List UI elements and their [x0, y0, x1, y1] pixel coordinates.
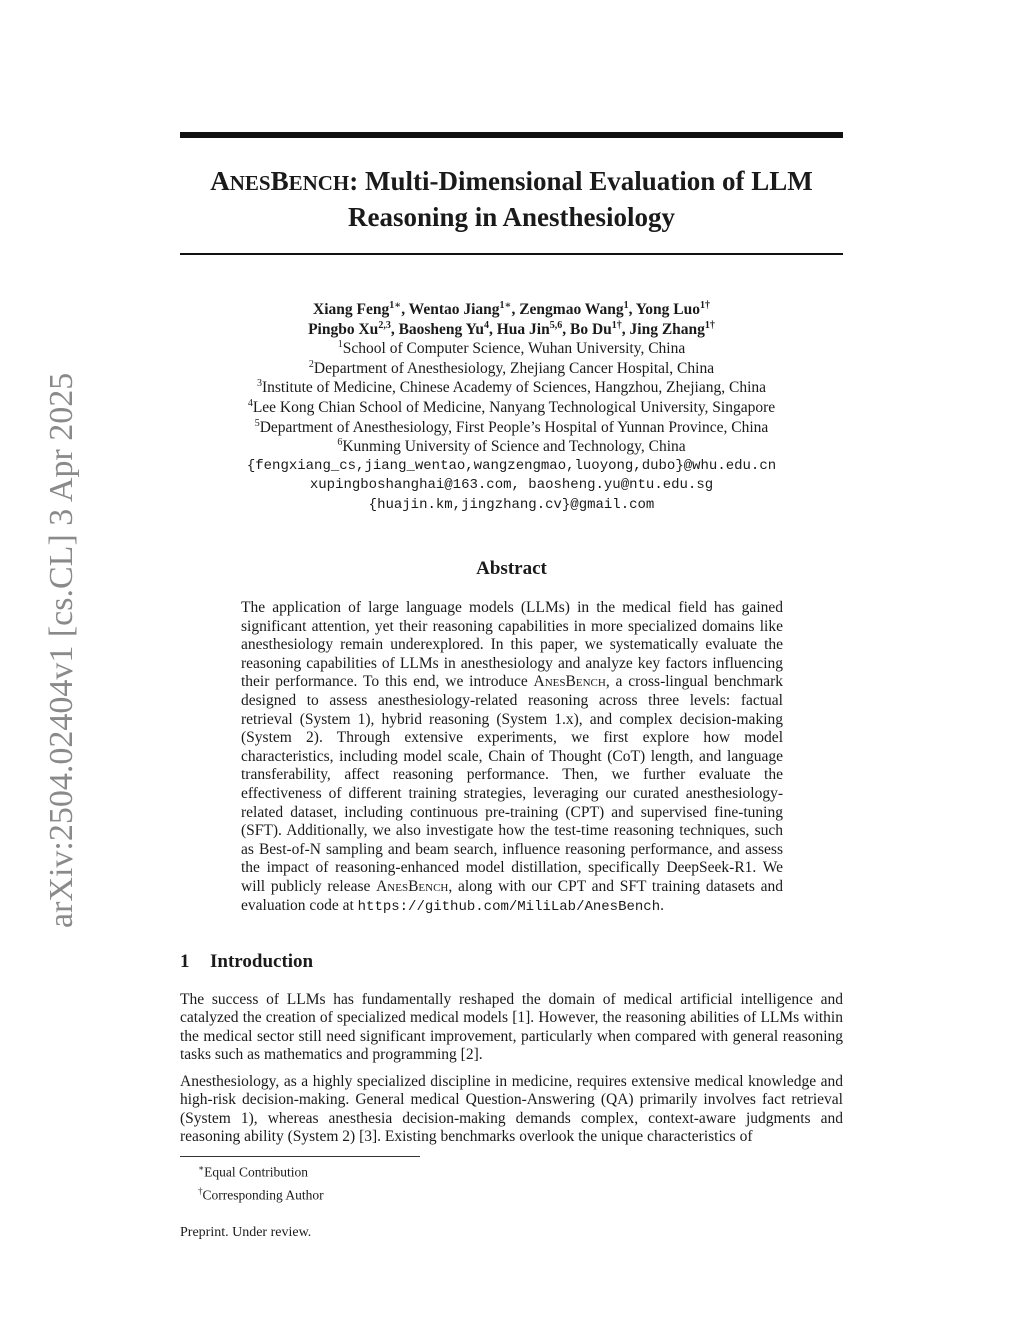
- footnote-equal-contribution: ∗Equal Contribution: [198, 1163, 308, 1180]
- abstract-heading: Abstract: [476, 558, 547, 579]
- intro-paragraph-2: Anesthesiology, as a highly specialized discipline in medicine, requires extensive medical knowledge and high-risk decision-making. General medical Question-Answering (QA) primarily involves fact retrieval (System 1), whereas anesthesia decision-making demands complex, context-aware judgments and reasoning ability (System 2) [3]. Existing benchmarks overlook the unique characteristics of: [180, 1073, 843, 1146]
- github-link[interactable]: https://github.com/MiliLab/AnesBench: [357, 898, 661, 915]
- email-line: {huajin.km,jingzhang.cv}@gmail.com: [368, 496, 655, 513]
- author-line-2: Pingbo Xu$^{2,3}$, Baosheng Yu$^4$, Hua Jin$^{5,6}$, Bo $Du^{1\dagger}$, Jing Zhang$^{1\dagger}$: [308, 319, 715, 338]
- author-line-1: Xiang Feng$^{1∗}$, Wentao Jiang$^{1∗}$, Zengmao Wang$^1$, Yong Luo$^{1\dagger}$: [313, 299, 710, 318]
- intro-paragraph-1: The success of LLMs has fundamentally reshaped the domain of medical artificial intelligence and catalyzed the creation of specialized medical models [1]. However, the reasoning abilities of LLMs within the medical sector still need significant improvement, particularly when compared with general reasoning tasks such as mathematics and programming [2].: [180, 991, 843, 1064]
- abstract-text: The application of large language models (LLMs) in the medical field has gained significant attention, yet their reasoning capabilities in more specialized domains like anesthesiology remain underexplored. In this paper, we systematically evaluate the reasoning capabilities of LLMs in anesthesiology and analyze key factors influencing their performance. To this end, we introduce AnesBench, a cross-lingual benchmark designed to assess anesthesiology-related reasoning across three levels: factual retrieval (System 1), hybrid reasoning (System 1.x), and complex decision-making (System 2). Through extensive experiments, we first explore how model characteristics, including model scale, Chain of Thought (CoT) length, and language transferability, affect reasoning performance. Then, we further evaluate the effectiveness of different training strategies, leveraging our curated anesthesiology-related dataset, including continuous pre-training (CPT) and supervised fine-tuning (SFT). Additionally, we also investigate how the test-time reasoning techniques, such as Best-of-N sampling and beam search, influence reasoning performance, and assess the impact of reasoning-enhanced model distillation, specifically DeepSeek-R1. We will publicly release AnesBench, along with our CPT and SFT training datasets and evaluation code at https://github.com/MiliLab/AnesBench.: [241, 599, 784, 915]
- paper-title: [180, 164, 843, 234]
- footnote-rule: [180, 1156, 420, 1157]
- affiliation: $^5$Department of Anesthesiology, First People’s Hospital of Yunnan Province, China: [254, 417, 769, 436]
- affiliation: $^4$Lee Kong Chian School of Medicine, Nanyang Technological University, Singapore: [247, 397, 776, 416]
- affiliation: $^1$School of Computer Science, Wuhan University, China: [337, 339, 686, 358]
- affiliation: $^2$Department of Anesthesiology, Zhejiang Cancer Hospital, China: [308, 358, 715, 377]
- section-heading-introduction: 1 Introduction: [180, 951, 314, 972]
- footnotes: [198, 1159, 324, 1204]
- affiliation: $^6$Kunming University of Science and Technology, China: [337, 437, 686, 456]
- title-line-1: ANESBENCH: Multi-Dimensional Evaluation of LLM: [210, 166, 813, 196]
- affiliation: $^3$Institute of Medicine, Chinese Academy of Sciences, Hangzhou, Zhejiang, China: [256, 378, 767, 397]
- author-block: [180, 300, 843, 516]
- title-rule-top: [180, 132, 843, 138]
- email-line: {fengxiang_cs,jiang_wentao,wangzengmao,luoyong,dubo}@whu.edu.cn: [246, 457, 777, 474]
- footnote-corresponding-author: †Corresponding Author: [198, 1185, 324, 1202]
- title-rule-bottom: [180, 253, 843, 255]
- email-line: xupingboshanghai@163.com, baosheng.yu@ntu.edu.sg: [309, 477, 714, 494]
- preprint-note: Preprint. Under review.: [180, 1225, 312, 1240]
- arxiv-stamp: arXiv:2504.02404v1 [cs.CL] 3 Apr 2025: [43, 372, 80, 928]
- title-line-2: Reasoning in Anesthesiology: [347, 202, 676, 232]
